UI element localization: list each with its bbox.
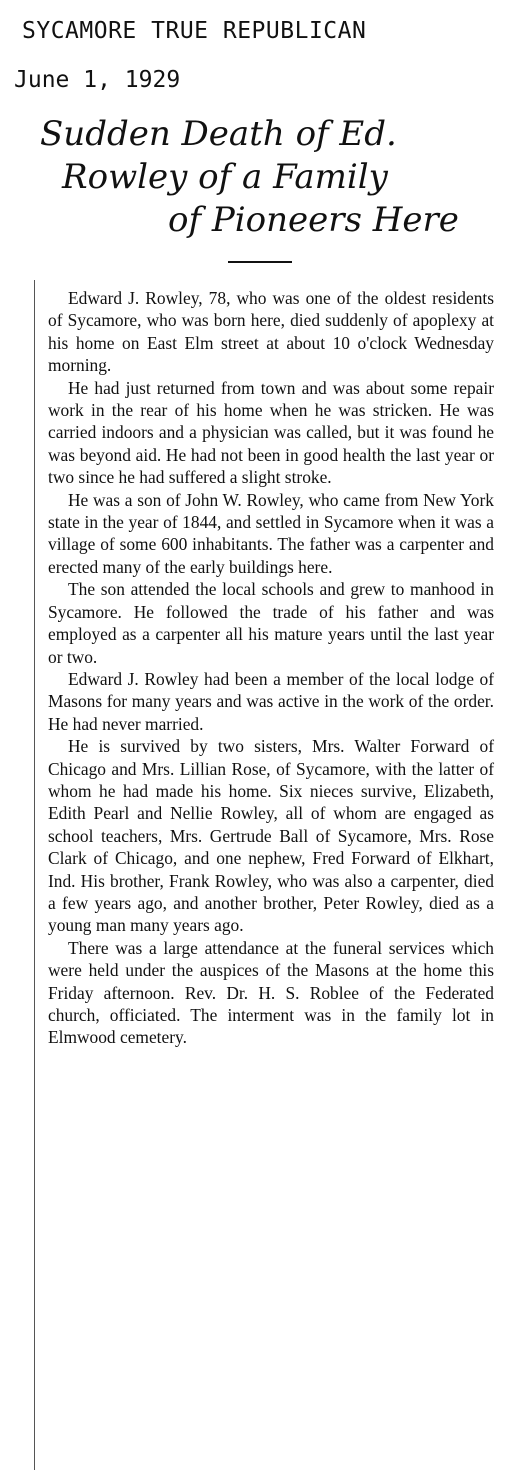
article-headline: [40, 113, 500, 242]
paragraph-2: He had just returned from town and was about some repair work in the rear of his home when he was stricken. He was carried indoors and a physician was called, but it was found he was beyond aid. He had not been in good health the last year or two since he had suffered a slight stroke.: [48, 377, 494, 488]
headline-line-2: Rowley of a Family: [62, 157, 388, 197]
paragraph-4: The son attended the local schools and grew to manhood in Sycamore. He followed the trade of his father and was employed as a carpenter all his mature years until the last year or two.: [48, 579, 494, 667]
publication-date: June 1, 1929: [14, 67, 181, 93]
newspaper-name: SYCAMORE TRUE REPUBLICAN: [22, 18, 367, 44]
article-body: [48, 287, 494, 1049]
headline-line-3: of Pioneers Here: [168, 200, 459, 240]
headline-divider: [228, 261, 292, 263]
paragraph-5: Edward J. Rowley had been a member of the local lodge of Masons for many years and was active in the work of the order. He had never married.: [48, 668, 494, 734]
headline-line-1: Sudden Death of Ed.: [40, 114, 397, 154]
paragraph-6: He is survived by two sisters, Mrs. Walter Forward of Chicago and Mrs. Lillian Rose, of Sycamore, with the latter of whom he had made his home. Six nieces survive, Elizabeth, Edith Pearl and Nellie Rowley, all of whom are engaged as school teachers, Mrs. Gertrude Ball of Sycamore, Mrs. Rose Clark of Chicago, and one nephew, Fred Forward of Elkhart, Ind. His brother, Frank Rowley, who was also a carpenter, died a few years ago, and another brother, Peter Rowley, died as a young man many years ago.: [48, 736, 494, 936]
paragraph-7: There was a large attendance at the funeral services which were held under the auspices of the Masons at the home this Friday afternoon. Rev. Dr. H. S. Roblee of the Federated church, officiated. The interment was in the family lot in Elmwood cemetery.: [48, 937, 494, 1048]
paragraph-1: Edward J. Rowley, 78, who was one of the oldest residents of Sycamore, who was born here, died suddenly of apoplexy at his home on East Elm street at about 10 o'clock Wednesday morning.: [48, 288, 494, 376]
column-margin-line: [34, 280, 35, 1470]
paragraph-3: He was a son of John W. Rowley, who came from New York state in the year of 1844, and settled in Sycamore when it was a village of some 600 inhabitants. The father was a carpenter and erected many of the early buildings here.: [48, 489, 494, 577]
